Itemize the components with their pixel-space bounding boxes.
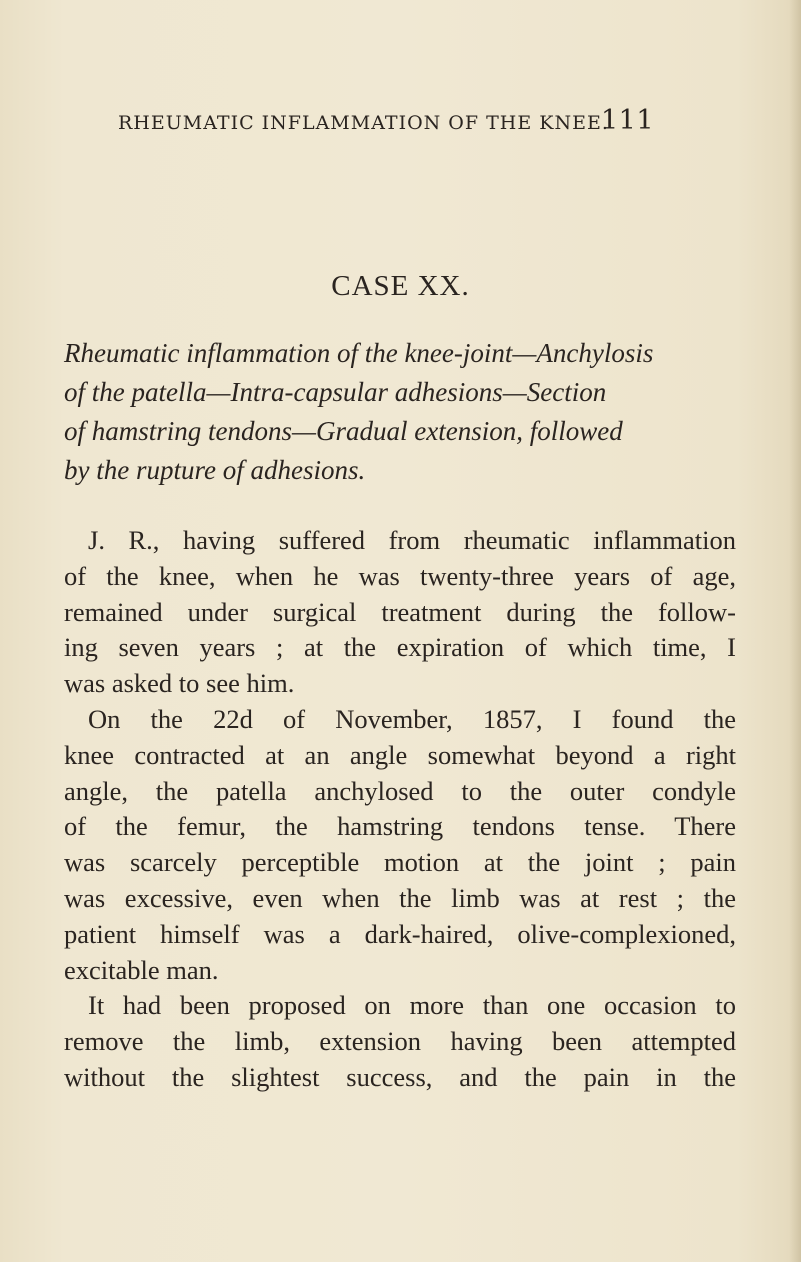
running-head: [118, 105, 655, 136]
text-line: excitable man.: [64, 954, 219, 985]
case-summary: [64, 334, 734, 490]
text-line: of the femur, the hamstring tendons tense. There: [64, 811, 736, 842]
text-line: J. R., having suffered from rheumatic inflammation: [88, 525, 736, 555]
paragraph: [64, 523, 736, 702]
paragraph: [64, 702, 736, 988]
text-line: without the slightest success, and the pain in the: [64, 1061, 736, 1092]
text-line: of the knee, when he was twenty-three years of age,: [64, 560, 736, 591]
text-line: angle, the patella anchylosed to the outer condyle: [64, 775, 736, 806]
case-heading: CASE XX.: [331, 270, 470, 302]
text-line: was asked to see him.: [64, 668, 295, 699]
running-head-title: RHEUMATIC INFLAMMATION OF THE KNEE.: [118, 112, 609, 134]
summary-line: Rheumatic inflammation of the knee-joint—Anchylosis: [64, 338, 654, 368]
text-line: patient himself was a dark-haired, olive-complexioned,: [64, 918, 736, 949]
text-line: was scarcely perceptible motion at the joint ; pain: [64, 847, 736, 878]
summary-line: of hamstring tendons—Gradual extension, followed: [64, 416, 623, 446]
text-line: It had been proposed on more than one occasion to: [88, 990, 736, 1021]
body-text: [64, 523, 736, 1096]
summary-line: by the rupture of adhesions.: [64, 455, 366, 485]
text-line: remove the limb, extension having been attempted: [64, 1026, 736, 1057]
page-edge-shadow: [789, 0, 801, 1262]
text-line: On the 22d of November, 1857, I found the: [88, 703, 736, 734]
text-line: remained under surgical treatment during the follow-: [64, 596, 736, 627]
summary-line: of the patella—Intra-capsular adhesions—Section: [64, 377, 607, 407]
page-number: 111: [601, 105, 655, 136]
text-line: was excessive, even when the limb was at rest ; the: [64, 882, 736, 913]
text-line: ing seven years ; at the expiration of which time, I: [64, 632, 736, 663]
text-line: knee contracted at an angle somewhat beyond a right: [64, 739, 736, 770]
paragraph: [64, 988, 736, 1095]
